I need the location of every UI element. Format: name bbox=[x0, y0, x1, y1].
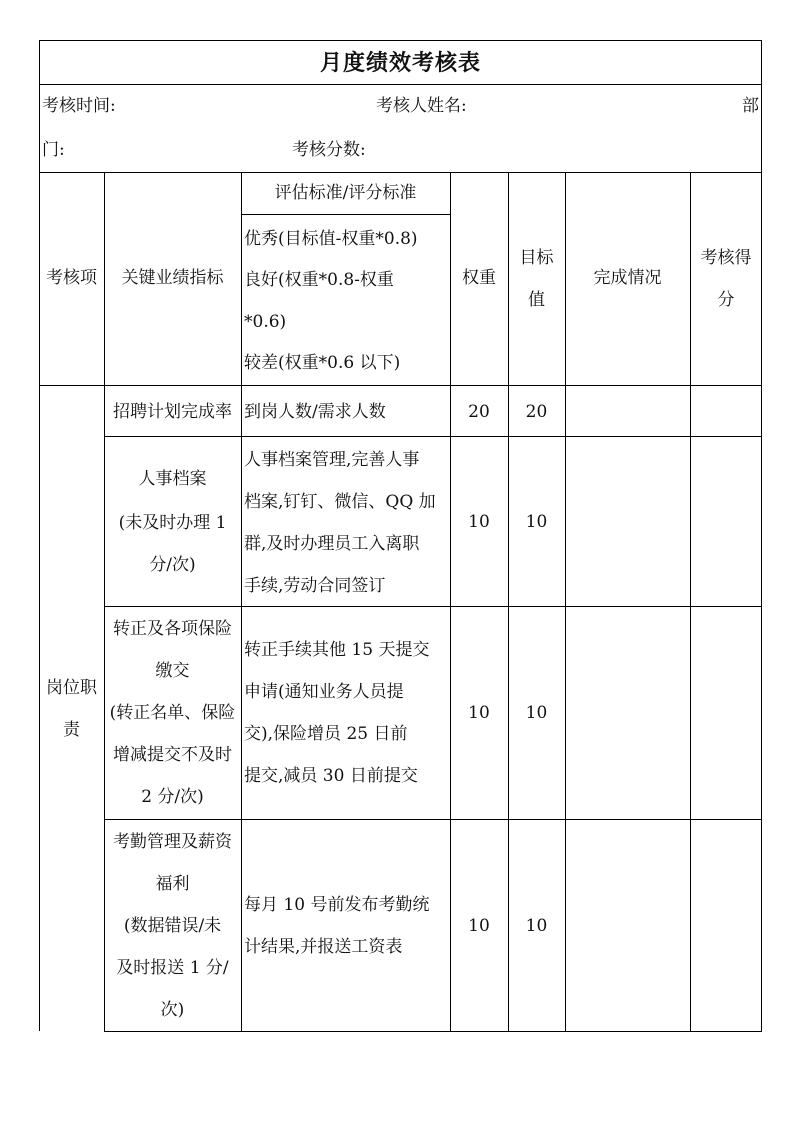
row-kpi: 2 分/次) bbox=[141, 787, 204, 807]
row-standard: 档案,钉钉、微信、QQ 加 bbox=[244, 492, 436, 512]
row-standard: 交),保险增员 25 日前 bbox=[244, 724, 408, 744]
row-weight: 20 bbox=[468, 402, 490, 422]
row-standard: 计结果,并报送工资表 bbox=[244, 937, 403, 957]
row-kpi: 招聘计划完成率 bbox=[113, 402, 232, 422]
name-label: 考核人姓名: bbox=[376, 96, 467, 116]
row-standard: 人事档案管理,完善人事 bbox=[244, 450, 420, 470]
grid-line bbox=[104, 819, 762, 820]
header-standard-line: 优秀(目标值-权重*0.8) bbox=[244, 229, 418, 249]
grid-line bbox=[450, 172, 451, 1032]
row-standard: 转正手续其他 15 天提交 bbox=[244, 640, 430, 660]
row-target: 10 bbox=[525, 512, 548, 532]
header-item: 考核项 bbox=[46, 268, 97, 288]
section-label: 责 bbox=[63, 720, 80, 740]
grid-line bbox=[241, 172, 242, 1032]
row-kpi: (转正名单、保险 bbox=[109, 703, 236, 723]
row-weight: 10 bbox=[468, 916, 490, 936]
grid-line bbox=[39, 385, 762, 386]
row-standard: 申请(通知业务人员提 bbox=[244, 682, 404, 702]
header-completion: 完成情况 bbox=[593, 268, 662, 288]
row-weight: 10 bbox=[468, 512, 490, 532]
grid-line bbox=[104, 606, 762, 607]
row-standard: 每月 10 号前发布考勤统 bbox=[244, 895, 430, 915]
header-standard-line: 良好(权重*0.8-权重 bbox=[244, 270, 394, 290]
grid-line bbox=[104, 172, 105, 1032]
header-weight: 权重 bbox=[462, 268, 496, 288]
header-target: 值 bbox=[528, 290, 545, 310]
row-kpi: (未及时办理 1 bbox=[118, 513, 227, 533]
header-standard-line: 较差(权重*0.6 以下) bbox=[244, 353, 401, 373]
row-standard: 群,及时办理员工入离职 bbox=[244, 534, 420, 554]
row-standard: 手续,劳动合同签订 bbox=[244, 576, 386, 596]
header-score: 分 bbox=[717, 290, 735, 310]
header-target: 目标 bbox=[519, 248, 554, 268]
grid-line bbox=[104, 436, 762, 437]
dept-label-part2: 门: bbox=[42, 140, 65, 160]
grid-line bbox=[241, 214, 450, 215]
grid-line bbox=[39, 40, 762, 41]
row-kpi: 缴交 bbox=[155, 661, 190, 681]
section-label: 岗位职 bbox=[46, 678, 97, 698]
row-kpi: 增减提交不及时 bbox=[113, 745, 232, 765]
grid-line bbox=[761, 40, 762, 1032]
row-target: 10 bbox=[525, 916, 548, 936]
row-kpi: 考勤管理及薪资 bbox=[113, 832, 232, 852]
row-target: 20 bbox=[525, 402, 548, 422]
grid-line bbox=[104, 1031, 762, 1032]
row-kpi: 次) bbox=[160, 1000, 185, 1020]
score-label: 考核分数: bbox=[292, 140, 366, 160]
row-standard: 到岗人数/需求人数 bbox=[244, 402, 386, 422]
grid-line bbox=[565, 172, 566, 1032]
time-label: 考核时间: bbox=[42, 96, 116, 116]
row-standard: 提交,减员 30 日前提交 bbox=[244, 766, 418, 786]
row-kpi: 人事档案 bbox=[138, 469, 207, 489]
grid-line bbox=[39, 172, 762, 173]
row-kpi: 转正及各项保险 bbox=[113, 619, 232, 639]
dept-label-part1: 部 bbox=[742, 96, 759, 116]
header-standard-line: *0.6) bbox=[244, 312, 287, 332]
grid-line bbox=[39, 84, 762, 85]
row-kpi: 及时报送 1 分/ bbox=[116, 958, 229, 978]
row-kpi: 福利 bbox=[155, 874, 190, 894]
page-title: 月度绩效考核表 bbox=[319, 50, 481, 76]
grid-line bbox=[39, 40, 40, 1031]
row-kpi: (数据错误/未 bbox=[123, 916, 222, 936]
header-score: 考核得 bbox=[700, 248, 752, 268]
header-standard-title: 评估标准/评分标准 bbox=[274, 183, 417, 203]
row-kpi: 分/次) bbox=[149, 555, 196, 575]
row-weight: 10 bbox=[468, 703, 490, 723]
row-target: 10 bbox=[525, 703, 548, 723]
header-kpi: 关键业绩指标 bbox=[121, 268, 224, 288]
